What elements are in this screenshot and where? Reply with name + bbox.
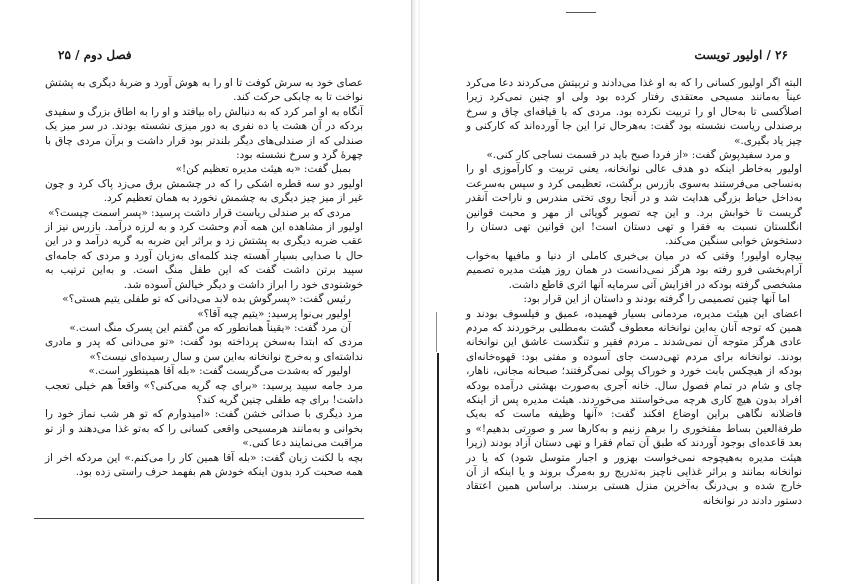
paragraph: اولیور که به‌شدت می‌گریست گفت: «بله آقا همینطور است.» bbox=[88, 365, 351, 378]
margin-rule bbox=[437, 353, 439, 581]
paragraph: بمبل گفت: «به هیئت مدیره تعظیم کن!» bbox=[175, 163, 351, 176]
top-mark bbox=[566, 12, 596, 13]
right-page-header: ۲۶ / اولیور تویست bbox=[694, 48, 788, 62]
paragraph: رئیس گفت: «پسرگوش بده لابد می‌دانی که تو طفلی یتیم هستی؟» bbox=[62, 293, 351, 306]
paragraph: البته اگر اولیور کسانی را که به او غذا می‌دادند و تربیتش می‌کردند دعا می‌کرد عیناً به‌مانند مسیحی معتقدی رفتار کرده بود ولی او چنین نمی‌کرد زیرا اصلاًکسی تا به‌حال او را تربیت نکرده بود. مردی که با قیافه‌ای چاق و سرخ برصندلی ریاست نشسته بود گفت: به‌هرحال ترا این جا آورده‌اند که کارکنی و چیز یاد بگیری.» bbox=[466, 77, 802, 147]
paragraph: و مرد سفیدپوش گفت: «از فردا صبح باید در قسمت نساجی کار کنی.» bbox=[486, 149, 790, 162]
paragraph: اولیور بی‌نوا پرسید: «یتیم چیه آقا؟» bbox=[197, 307, 351, 320]
left-page-header: فصل دوم / ۲۵ bbox=[58, 48, 132, 62]
paragraph: بیچاره اولیور! وقتی که در میان بی‌خبری کاملی از دنیا و مافیها به‌خواب آرام‌بخشی فرو رفته بود هرگز نمی‌دانست در همان روز هیئت مدیره تصمیم مشخصی گرفته بودکه در افزایش آتی سرمایه آنها اثری قاطع داشت. bbox=[466, 249, 802, 291]
paragraph: آنگاه به او امر کرد که به دنبالش راه بیافتد و او را به اطاق بزرگ و سفیدی بردکه در آن هشت یا ده نفری به دور میزی نشسته بودند. در سر میز یک صندلی که از صندلی‌های دیگر بلندتر بود قرار داشت و برآن مردی چاق با چهرهٔ گرد و سرخ نشسته بود: bbox=[45, 105, 363, 162]
paragraph: عصای خود به سرش کوفت تا او را به هوش آورد و ضربهٔ دیگری به پشتش نواخت تا به چابکی حرکت کند. bbox=[45, 77, 363, 104]
right-page-body bbox=[466, 76, 802, 508]
paragraph: اولیور از مشاهده این همه آدم وحشت کرد و به لرزه درآمد. بازرس نیز از عقب ضربه دیگری به پشتش زد و براثر این ضربه به گریه درآمد و در این حال با صدایی بسیار آهسته چند کلمه‌ای به‌زبان آورد و مردی که جامه‌ای سپید برتن داشت گفت که این طفل منگ است. و به‌این ترتیب به خوشنودی خود را ابراز داشت و دیگر خیالش آسوده شد. bbox=[45, 221, 363, 291]
footer-rule bbox=[34, 518, 364, 519]
paragraph: بچه با لکنت زبان گفت: «بله آقا همین کار را می‌کنم.» این مردکه اخر از همه صحبت کرد بدون اینکه خودش هم بفهمد حرف راستی زده بود. bbox=[45, 451, 363, 478]
paragraph: اولیور دو سه قطره اشکی را که در چشمش برق می‌زد پاک کرد و چون غیر از میز چیز دیگری به چشمش نخورد به همان تعظیم کرد. bbox=[45, 177, 363, 205]
margin-rule-thin bbox=[436, 312, 437, 352]
right-page bbox=[420, 0, 846, 584]
paragraph: مردی که بر صندلی ریاست قرار داشت پرسید: «پسر اسمت چیست؟» bbox=[48, 206, 351, 219]
book-gutter bbox=[412, 0, 420, 584]
paragraph: اما آنها چنین تصمیمی را گرفته بودند و داستان از این قرار بود: bbox=[523, 293, 790, 306]
paragraph: آن مرد گفت: «یقیناً همانطور که من گفتم این پسرک منگ است.» bbox=[69, 321, 351, 334]
paragraph: اولیور به‌خاطر اینکه دو هدف عالی نوانخانه، یعنی تربیت و کارآموزی او را به‌نساجی می‌فرستند به‌سوی بازرس برگشت، تعظیمی کرد و سپس به‌سرعت به‌داخل حیاط بزرگی هدایت شد و در آنجا روی تختی مندرس و ناراحت آنقدر گریست تا خوابش برد. و این چه تصویر گویائی از مهر و محبت قوانین انگلستان نسبت به فقرا و تهی دستان است! این قوانین تهی دستان را دستخوش خوابی سنگین می‌کند. bbox=[466, 163, 802, 248]
paragraph: اعضای این هیئت مدیره، مردمانی بسیار فهمیده، عمیق و فیلسوف بودند و همین که توجه آنان به‌این نوانخانه معطوف گشت به‌مطلبی برخوردند که مردم عادی هرگز متوجه آن نمی‌شدند ـ مردم فقیر و تنگدست عاشق این نوانخانه بودند. نوانخانه برای مردم تهی‌دست جای آسوده و مفتی بود: قهوه‌خانه‌ای بودکه از هیچکس بابت خورد و خوراک پولی نمی‌گرفتند؛ صبحانه مجانی، ناهار، چای و شام در تمام فصول سال. خانه آجری به‌صورت بهشتی درآمده بودکه افراد بدون هیچ کاری هرچه می‌خواستند می‌خوردند. هیئت مدیره پس از اینکه فاضلانه نگاهی براین اوضاع افکند گفت: «آنها وظیفه ماست که به‌یک طرفةالعین بساط مفتخوری را برهم زنیم و به‌کارها سر و صورتی بدهیم!» و بعد قاعده‌ای بوجود آوردند که طبق آن تمام فقرا و تهی دستان آزاد بودند (زیرا هیئت مدیره به‌هیچوجه نمی‌خواست بهزور و اجبار متوسل شود) که یا در نوانخانه بمانند و براثر غذایی ناچیز به‌تدریج رو به‌مرگ بروند و یا اینکه از آن خارج شده و بی‌درنگ به‌آخرین منزل هستی برسند. براساس همین اعتقاد دستور دادند در نوانخانه bbox=[466, 307, 802, 507]
paragraph: مرد دیگری با صدائی خشن گفت: «امیدوارم که تو هر شب نماز خود را بخوانی و به‌مانند هرمسیحی واقعی کسانی را که به‌تو غذا می‌دهند و از تو مراقبت می‌نمایند دعا کنی.» bbox=[45, 408, 363, 450]
left-page-body bbox=[45, 76, 363, 479]
left-page bbox=[0, 0, 412, 584]
paragraph: مرد جامه سپید پرسید: «برای چه گریه می‌کنی؟» واقعاً هم خیلی تعجب داشت! برای چه طفلی چنین گریه کند؟ bbox=[45, 379, 363, 406]
paragraph: مردی که ابتدا به‌سخن پرداخته بود گفت: «تو می‌دانی که پدر و مادری نداشته‌ای و به‌خرج نوانخانه به‌این سن و سال رسیده‌ای نیست؟» bbox=[45, 336, 363, 363]
